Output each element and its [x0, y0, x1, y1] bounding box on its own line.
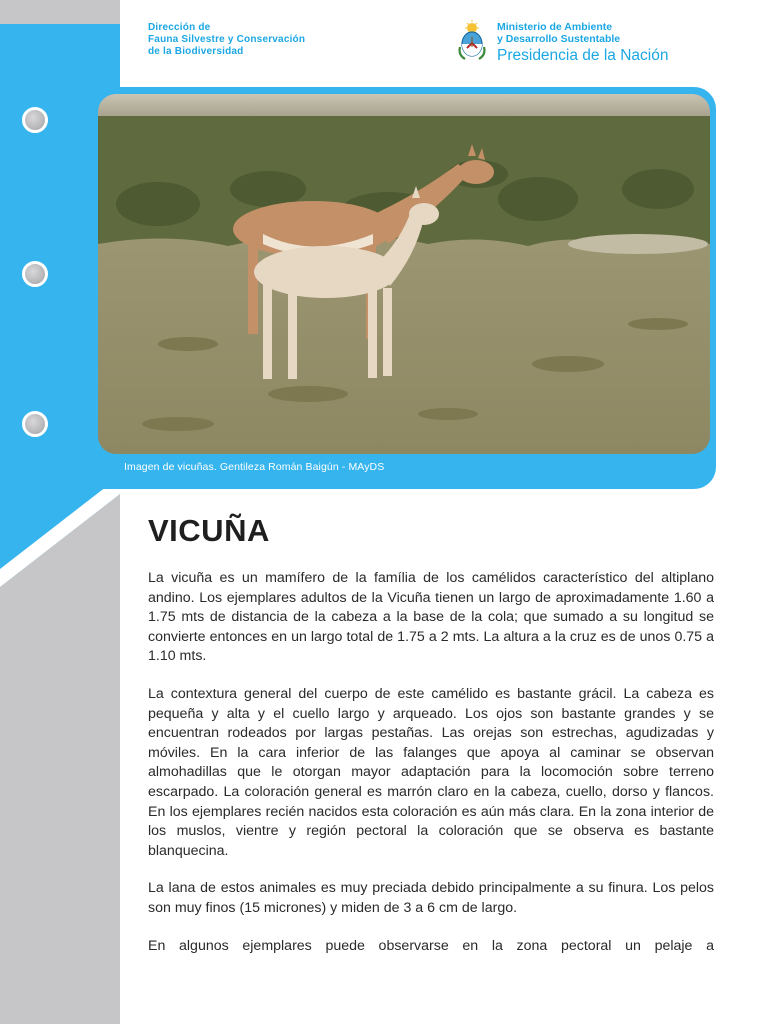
binder-hole-2	[22, 261, 48, 287]
binder-hole-3	[22, 411, 48, 437]
directorate-line-1: Dirección de	[148, 22, 211, 33]
photo-caption: Imagen de vicuñas. Gentileza Román Baigún - MAyDS	[124, 461, 385, 473]
paragraph-3: La lana de estos animales es muy preciada debido principalmente a su finura. Los pelos son muy finos (15 micrones) y miden de 3 a 6 cm de largo.	[148, 880, 714, 916]
ministry-header	[497, 21, 668, 66]
directorate-line-3: de la Biodiversidad	[148, 46, 244, 57]
ministry-line-2: y Desarrollo Sustentable	[497, 33, 621, 45]
presidency-label: Presidencia de la Nación	[497, 47, 669, 64]
paragraph-2: La contextura general del cuerpo de este camélido es bastante grácil. La cabeza es pequeña y alta y el cuello largo y arqueado. Los ojos son bastante grandes y se encuentran rodeados por largas pestañas. Las orejas son estrechas, agudizadas y móviles. En la cara inferior de las falanges que apoya al caminar se observan almohadillas que le otorgan mayor adaptación para la locomoción sobre terreno escarpado. La coloración general es marrón claro en la cabeza, cuello, dorso y flancos. En los ejemplares recién nacidos esta coloración es aún más clara. En la zona interior de los muslos, vientre y región pectoral la coloración que se observa es bastante blanquecina.	[148, 685, 714, 859]
directorate-label	[148, 22, 305, 58]
argentina-coat-of-arms-icon	[457, 19, 487, 61]
article-title: VICUÑA	[148, 513, 270, 548]
vicuna-photo	[98, 94, 710, 454]
directorate-line-2: Fauna Silvestre y Conservación	[148, 34, 306, 45]
paragraph-1: La vicuña es un mamífero de la família de los camélidos característico del altiplano andino. Los ejemplares adultos de la Vicuña tienen un largo de aproximadamente 1.60 a 1.75 mts de distancia de la cabeza a la base de la cola; que sumado a su longitud se convierte entonces en un largo total de 1.75 a 2 mts. La altura a la cruz es de unos 0.75 a 1.10 mts.	[148, 570, 714, 665]
article-body	[148, 569, 714, 974]
binder-hole-1	[22, 107, 48, 133]
ministry-line-1: Ministerio de Ambiente	[497, 21, 613, 33]
paragraph-4: En algunos ejemplares puede observarse en la zona pectoral un pelaje a	[148, 937, 714, 954]
